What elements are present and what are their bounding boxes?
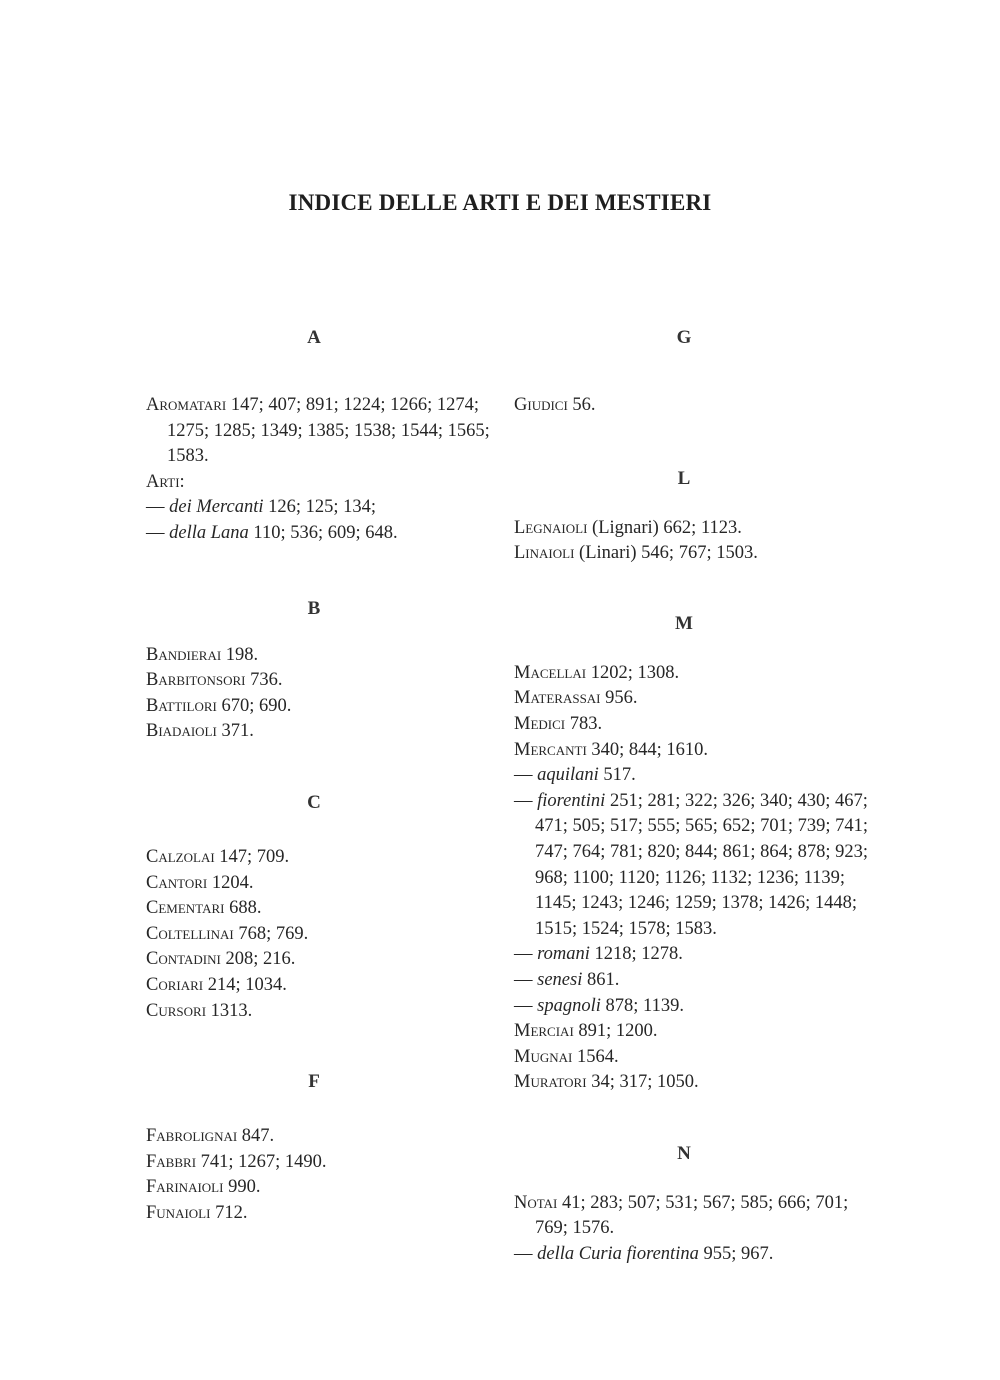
entry-references: 955; 967. [703,1244,774,1265]
section-letter-g: G [676,327,692,348]
index-entry [514,738,874,764]
entry-heading: Mercanti [514,739,587,760]
entry-dash: — [514,944,533,965]
entry-heading: Cementari [146,898,225,919]
index-subentry [514,789,874,943]
index-entry [514,1045,874,1071]
index-subentry [514,942,874,968]
entry-references: 847. [241,1126,275,1147]
subentry-label: aquilani [537,765,599,786]
entry-heading: Calzolai [146,846,215,867]
index-entry [146,845,496,871]
entry-heading: Cantori [146,872,208,893]
subentry-label: dei Mercanti [169,497,264,518]
entry-references: 878; 1139. [605,995,684,1016]
section-letter-n: N [677,1142,691,1164]
entry-references: 990. [228,1177,261,1198]
index-subentry [514,1242,874,1268]
entry-dash: — [146,497,165,518]
entry-heading: Contadini [146,949,221,970]
index-entry [146,719,496,745]
section-a-entries [146,393,496,547]
entry-references: 741; 1267; 1490. [200,1151,327,1172]
index-entry [146,1201,496,1227]
entry-heading: Linaioli [514,543,575,564]
entry-heading: Coriari [146,974,204,995]
index-entry [146,1124,496,1150]
entry-dash: — [514,790,533,811]
entry-heading: Coltellinai [146,923,234,944]
index-subentry [146,521,496,547]
entry-dash: — [514,995,533,1016]
subentry-label: della Curia fiorentina [537,1244,699,1265]
index-entry [146,470,496,496]
index-entry [514,1070,874,1096]
section-letter-b: B [307,597,321,619]
entry-references: 147; 709. [219,846,290,867]
entry-references: 198. [225,644,259,665]
entry-references: 1218; 1278. [594,944,683,965]
index-entry [146,393,496,470]
entry-heading: Macellai [514,662,587,683]
index-entry [146,871,496,897]
section-g-entries [514,393,874,419]
entry-references: 712. [215,1202,248,1223]
entry-heading: Notai [514,1192,558,1213]
index-entry [146,694,496,720]
section-b-entries [146,643,496,745]
index-entry [514,1191,874,1242]
entry-references: 126; 125; 134; [268,497,377,518]
index-entry [146,668,496,694]
index-subentry [514,968,874,994]
entry-references: 371. [221,721,254,742]
entry-heading: Fabbri [146,1151,197,1172]
entry-references: 891; 1200. [578,1021,658,1042]
entry-references: 1313. [210,1000,253,1021]
entry-heading: Materassai [514,688,601,709]
index-subentry [146,495,496,521]
entry-heading: Cursori [146,1000,207,1021]
entry-references: 783. [569,713,603,734]
section-f-entries [146,1124,496,1226]
entry-heading: Fabrolignai [146,1126,238,1147]
entry-references: 251; 281; 322; 326; 340; 430; 467; 471; 505; 517; 555; 565; 652; 701; 739; 741; 747; 764; 781; 820; 844; 861; 864; 878; 923; 968; 1100; 1120; 1126; 1132; 1236; 1139; 1145; 1243; 1246; 1259; 1378; 1426; 1448; 1515; 1524; 1578; 1583. [535,790,869,939]
index-entry [146,1150,496,1176]
index-subentry [514,994,874,1020]
index-entry [146,922,496,948]
entry-heading: Muratori [514,1072,587,1093]
entry-references: 861. [586,969,620,990]
index-entry [146,999,496,1025]
index-column-left [146,325,496,1226]
index-entry [514,712,874,738]
section-c-entries [146,845,496,1024]
subentry-label: fiorentini [537,790,606,811]
entry-heading: Farinaioli [146,1177,224,1198]
index-entry [146,973,496,999]
entry-heading: Medici [514,713,566,734]
subentry-label: romani [537,944,590,965]
index-subentry [514,763,874,789]
entry-references: 688. [229,898,262,919]
entry-heading: Bandierai [146,644,222,665]
entry-references: 214; 1034. [207,974,287,995]
subentry-label: senesi [537,969,583,990]
page-title: INDICE DELLE ARTI E DEI MESTIERI [288,190,712,215]
section-letter-l: L [677,467,691,489]
entry-references: 147; 407; 891; 1224; 1266; 1274; 1275; 1285; 1349; 1385; 1538; 1544; 1565; 1583. [167,395,490,467]
index-entry [514,541,874,567]
section-m-entries [514,661,874,1096]
entry-heading: Giudici [514,395,568,415]
entry-references: 110; 536; 609; 648. [253,522,398,543]
entry-dash: — [514,969,533,990]
index-entry [514,661,874,687]
section-letter-a: A [307,327,321,348]
entry-heading: Aromatari [146,395,227,415]
entry-heading: Biadaioli [146,721,217,742]
index-entry [146,1175,496,1201]
subentry-label: della Lana [169,522,249,543]
entry-references: 956. [605,688,638,709]
index-entry [514,393,874,419]
index-column-right [514,325,874,1268]
section-letter-c: C [307,791,321,813]
section-letter-f: F [308,1071,320,1093]
index-entry [146,643,496,669]
entry-references: (Linari) 546; 767; 1503. [579,543,758,564]
index-entry [146,896,496,922]
entry-references: (Lignari) 662; 1123. [592,517,742,538]
entry-references: 41; 283; 507; 531; 567; 585; 666; 701; 769; 1576. [535,1192,849,1239]
entry-references: 1564. [576,1046,619,1067]
entry-heading: Funaioli [146,1202,211,1223]
subentry-label: spagnoli [537,995,601,1016]
entry-references: 56. [572,395,596,415]
entry-references: 670; 690. [221,695,292,716]
entry-references: 340; 844; 1610. [591,739,709,760]
entry-heading: Barbitonsori [146,670,246,691]
index-entry [514,1019,874,1045]
section-l-entries [514,516,874,567]
entry-references: 768; 769. [238,923,309,944]
entry-dash: — [514,765,533,786]
entry-dash: — [146,522,165,543]
entry-references: 208; 216. [225,949,296,970]
section-n-entries [514,1191,874,1268]
entry-heading: Battilori [146,695,217,716]
entry-references: 517. [603,765,636,786]
entry-references: 1202; 1308. [590,662,680,683]
entry-heading: Arti: [146,471,185,492]
index-entry [514,686,874,712]
index-entry [146,947,496,973]
entry-heading: Merciai [514,1021,574,1042]
entry-references: 34; 317; 1050. [591,1072,699,1093]
entry-dash: — [514,1244,533,1265]
entry-references: 736. [250,670,283,691]
index-entry [514,516,874,542]
entry-references: 1204. [211,872,254,893]
entry-heading: Legnaioli [514,517,588,538]
entry-heading: Mugnai [514,1046,573,1067]
section-letter-m: M [675,612,693,634]
